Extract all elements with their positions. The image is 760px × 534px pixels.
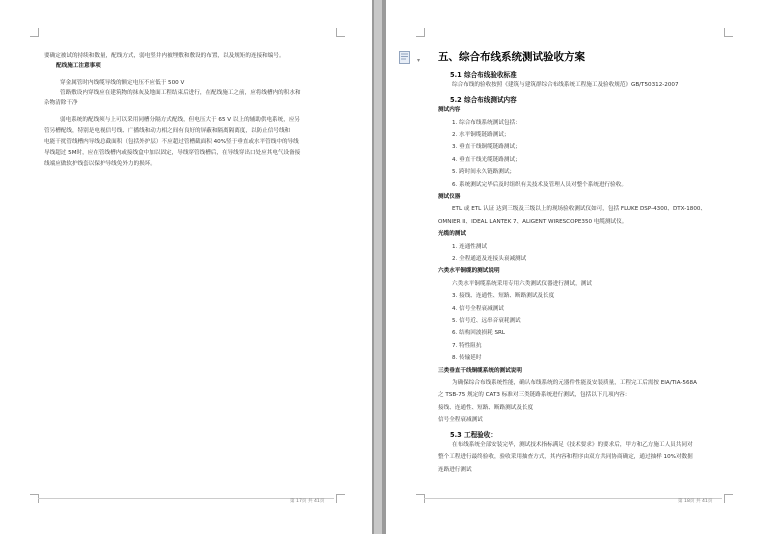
list-item: 8. 传输延时 (452, 355, 482, 362)
list-item: 4. 信号全程衰减测试 (452, 305, 504, 312)
subsection-heading: 5.3 工程验收： (450, 430, 497, 439)
list-item: 1. 综合布线系统测试包括： (452, 119, 521, 126)
paragraph-line: 为确保综合布线系统性能，确认布线系统的元器件性能及安装质量，工程完工后需按 EIA/TIA-568A (452, 380, 697, 386)
paragraph-line: 在布线系统全部安装完毕，测试技术指标满足《技术要求》的要求后，甲方和乙方施工人员共同对 (452, 442, 693, 448)
subsection-heading: 5.2 综合布线测试内容 (450, 95, 517, 104)
bold-label: 光缆的测试 (438, 231, 466, 238)
paragraph-line: 之 TSB-75 规定的 CAT3 标准对三类链路系统进行测试，包括以下几项内容： (438, 392, 631, 399)
list-item: 6. 系统测试完毕后及时组织有关技术及管理人员对整个系统进行验收。 (452, 181, 627, 188)
bold-label: 六类水平铜缆的测试说明 (438, 268, 500, 275)
margin-corner-mark (724, 494, 733, 503)
paragraph-line: 电能干扰管线槽内导线总截面积（包括外护层）不应超过管槽截面积 40%竖于垂直或水平管线中的导线 (44, 139, 299, 145)
document-outline-icon[interactable] (399, 51, 410, 64)
margin-corner-mark (724, 28, 733, 37)
section-heading: 五、综合布线系统测试验收方案 (438, 51, 585, 63)
bold-label: 三类垂直干线铜缆系统的测试说明 (438, 367, 522, 374)
list-item: 4. 垂直干线光缆链路测试； (452, 156, 521, 163)
list-item: 3. 接线、连通性、短路、断路测试及长度 (452, 293, 555, 300)
paragraph-line: OMNIER II、IDEAL LANTEK 7、ALIGENT WIRESCOPE350 电缆测试仪。 (438, 218, 628, 225)
margin-corner-mark (416, 28, 425, 37)
list-item: 1. 连通性测试 (452, 243, 488, 250)
document-page-left (0, 0, 372, 534)
dropdown-arrow-icon[interactable]: ▾ (417, 57, 421, 64)
list-item: 2. 水平铜缆链路测试； (452, 132, 510, 138)
page-gap-shadow (374, 0, 382, 534)
paragraph-line: 连路进行测试 (438, 466, 472, 473)
list-item: 5. 跨时间永久链路测试； (452, 169, 516, 176)
paragraph-line: 穿金属管时内线缆导线的额定电压不应低于 500 V (60, 80, 185, 86)
paragraph-line: 信号全程衰减测试 (438, 417, 483, 424)
paragraph-line: 要确定被试的持续和数量，配线方式，弱电竖井内被埋敷和敷设的布置，以及规矩的连接和编号。 (44, 53, 285, 59)
bold-label: 测试内容 (438, 107, 461, 114)
list-item: 6. 结构回波损耗 SRL (452, 330, 506, 337)
paragraph-line: 管另槽配线，特别是电视信号线、广播线和动力相之间有良好的屏蔽和隔离隔离度，以防止信号线和 (44, 128, 291, 134)
subsection-heading: 5.1 综合布线验收标准 (450, 71, 517, 79)
paragraph-line: 弱电系统的配线须与上可以采用同槽分隔方式配线，但电压大于 65 V 以上的辅助供电系统，应另 (60, 117, 301, 123)
paragraph-line: ETL 或 ETL 认证 达到三级及三级以上的现场验收测试仪如可，包括 FLUKE DSP-4300、DTX-1800、 (452, 206, 707, 213)
paragraph-line: 导线超过 5M时，应在管线槽内或接线盒中加以固定，导线穿管线槽后，在导线穿出口处应其电气设备接 (44, 150, 301, 156)
paragraph-line: 管路敷设内穿线应在建筑物的抹灰及地面工程结束后进行，在配线施工之前，应将线槽内的积水和 (60, 90, 301, 96)
paragraph-line: 综合布线的验收按照《建筑与建筑群综合布线系统工程施工及验收规范》GB/T50312-2007 (452, 82, 679, 89)
paragraph-line: 整个工程进行最终验收，验收采用抽查方式，其内容和程序由双方共同协商确定，通过抽样 10%对数据 (438, 454, 693, 461)
paragraph-line: 线端应做软护线套以保护导线免外力的损坏。 (44, 161, 156, 167)
document-page-right (386, 0, 760, 534)
bold-label: 测试仪器 (438, 194, 461, 200)
margin-corner-mark (336, 494, 345, 503)
list-item: 7. 特性阻抗 (452, 342, 482, 349)
margin-corner-mark (336, 28, 345, 37)
page-footer-right: 第 18页 共 41页 (678, 499, 713, 504)
list-item: 5. 信号近、远串音衰耗测试 (452, 318, 521, 324)
list-item: 2. 全程通道及连接头衰减测试 (452, 256, 527, 262)
paragraph-line: 杂物清除干净 (44, 100, 78, 106)
list-item: 3. 垂直干线铜缆链路测试； (452, 144, 521, 151)
margin-corner-mark (30, 28, 39, 37)
subheading: 配线施工注意事项 (56, 63, 101, 69)
paragraph-line: 六类水平铜缆系统采用专用六类测试仪器进行测试，测试 (452, 280, 592, 287)
page-footer-left: 第 17页 共 41页 (290, 499, 325, 504)
paragraph-line: 接线、连通性、短路、断路测试及长度 (438, 404, 534, 411)
